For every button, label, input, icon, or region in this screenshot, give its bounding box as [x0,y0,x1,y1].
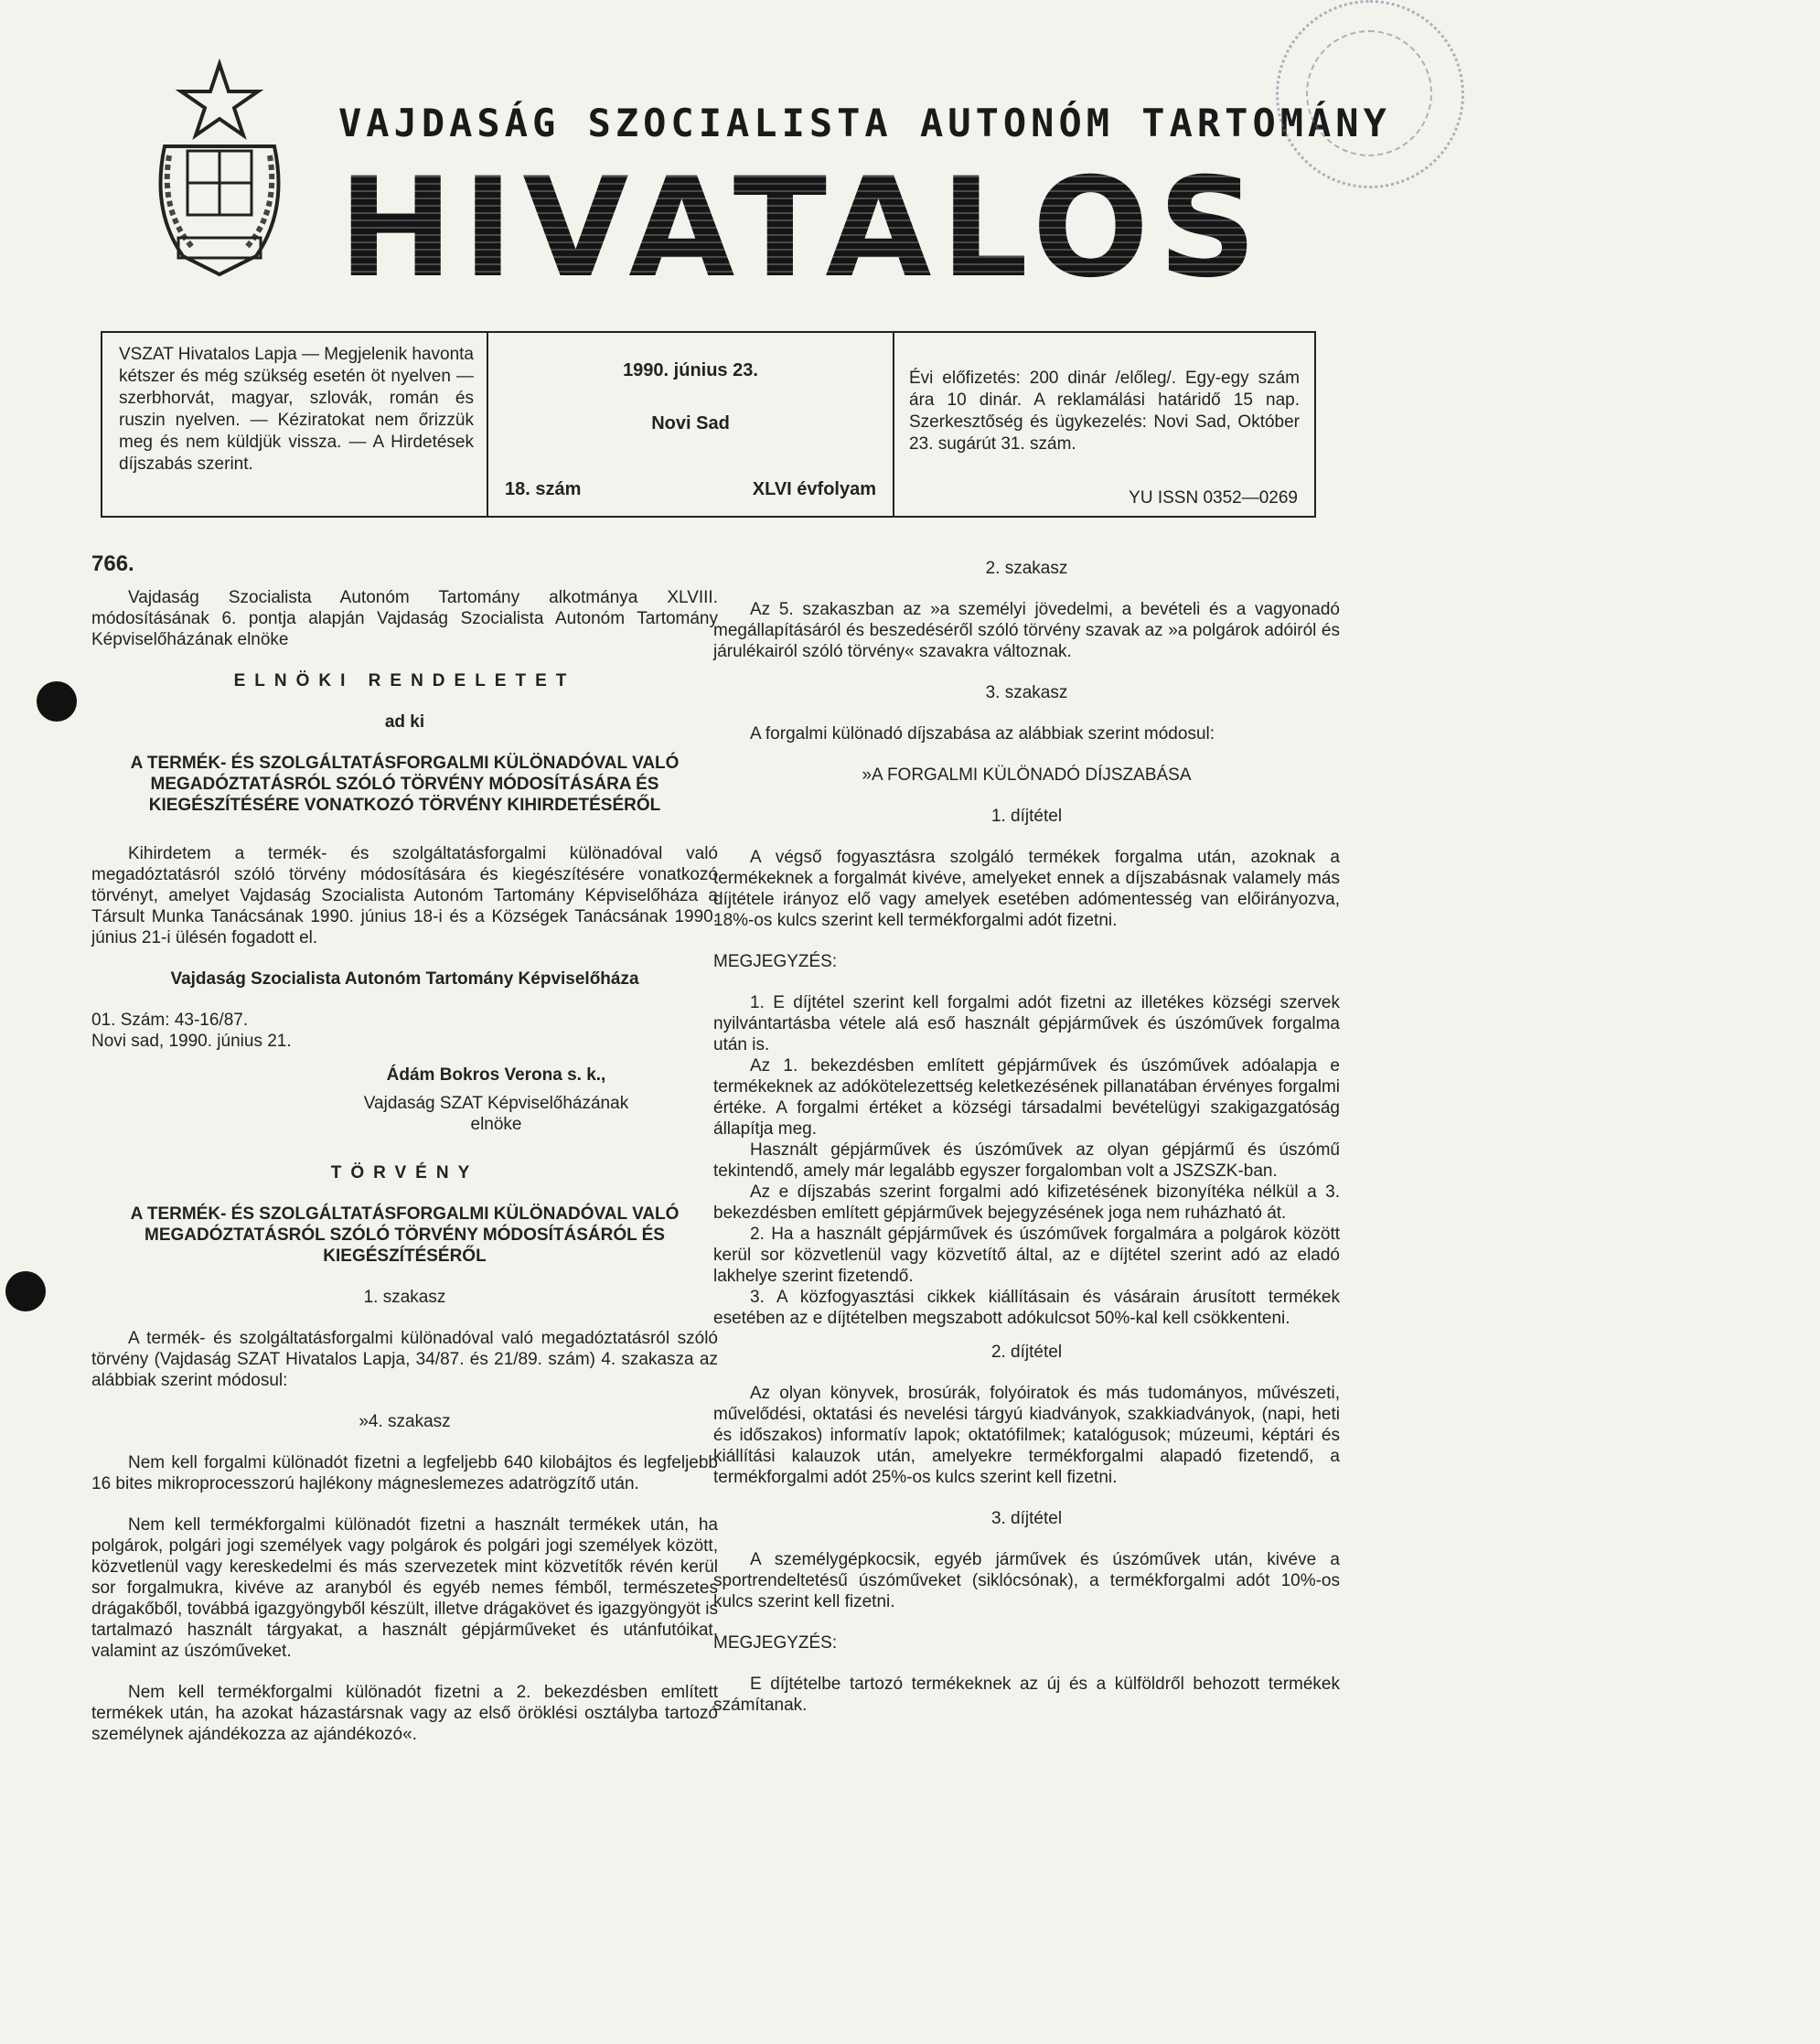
item-3-heading: 3. díjtétel [990,1509,1063,1528]
item-1-text: A végső fogyasztásra szolgáló termékek forgalma után, azoknak a termékeknek a forgalmát kivéve, amelyeket ennek a díjszabásnak valamely más díjtétele irányoz elő vagy amelyek esetében adómentesség van előirányozva, 18%-os kulcs szerint kell termékforgalmi adót fizetni. [713,848,1340,930]
tariff-title: »A FORGALMI KÜLÖNADÓ DÍJSZABÁSA [862,765,1192,785]
subscription-info [894,333,1314,516]
item-2-text: Az olyan könyvek, brosúrák, folyóiratok és más tudományos, művészeti, művelődési, oktatási és nevelési tárgyú kiadványok, szakkiadványok, (napi, heti és időszakos) informatív lapok; oktatófilmek; katalógusok; múzeumi, képtári és kiállítási kalauzok után, amelyekre termékforgalmi alapadó fizetendő, a termékforgalmi adót 25%-os kulcs szerint kell fizetni. [713,1384,1340,1487]
signer-role: Vajdaság SZAT Képviselőházának [363,1094,629,1113]
section-2-text: Az 5. szakaszban az »a személyi jövedelmi, a bevételi és a vagyonadó megállapításáról és beszedéséről szóló törvény szavak az »a polgárok adóiról és járulékairól szóló törvény« szavakra változnak. [713,600,1340,661]
decree-heading: ELNÖKI RENDELETET [233,671,576,690]
masthead-subtitle: VAJDASÁG SZOCIALISTA AUTONÓM TARTOMÁNY [338,101,1391,145]
official-stamp-icon [1276,0,1464,188]
note-3: 3. A közfogyasztási cikkek kiállításain és vásárain árusított termékek esetében az e díjtételben megszabott adókulcsot 50%-kal kell csökkenteni. [713,1288,1340,1328]
signer-role-2: elnöke [470,1115,522,1134]
paragraph-1: Nem kell forgalmi különadót fizetni a legfeljebb 640 kilobájtos és legfeljebb 16 bites mikroprocesszorú hajlékony mágneslemezes adatrögzítő után. [91,1453,718,1493]
issn: YU ISSN 0352—0269 [1129,488,1298,508]
item-3-text: A személygépkocsik, egyéb járművek és úszóművek után, kivéve a sportrendeltetésű úszóműveket (siklócsónak), a termékforgalmi adót 10%-os kulcs szerint kell fizetni. [713,1550,1340,1611]
masthead-title: HIVATALOS LAPJA [338,149,1820,308]
intro-paragraph: Vajdaság Szocialista Autonóm Tartomány alkotmánya XLVIII. módosításának 6. pontja alapján Vajdaság Szocialista Autonóm Tartomány Képviselőházának elnöke [91,588,718,649]
note-2-text: E díjtételbe tartozó termékeknek az új és a külföldről behozott termékek számítanak. [713,1675,1340,1715]
info-box [101,331,1316,518]
law-heading: TÖRVÉNY [330,1163,479,1183]
decree-number: 766. [91,551,134,576]
section-2-heading: 2. szakasz [985,559,1068,578]
punch-hole-icon [5,1271,46,1311]
issue-info [488,333,894,516]
note-2: 2. Ha a használt gépjárművek és úszóművek forgalmára a polgárok között kerül sor közvetlenül vagy közvetítő által, az e díjtétel szerint adó az eladó lakhelye szerint fizetendő. [713,1225,1340,1286]
publication-info-text: VSZAT Hivatalos Lapja — Megjelenik havonta kétszer és még szükség esetén öt nyelven — szerbhorvát, magyar, szlovák, román és ruszin nyelven. — Kéziratokat nem őrizzük meg és nem küldjük vissza. — A Hirdetések díjszabás szerint. [119,345,474,474]
assembly-name: Vajdaság Szocialista Autonóm Tartomány Képviselőháza [170,969,639,989]
issue-volume: XLVI évfolyam [752,479,876,499]
subscription-text: Évi előfizetés: 200 dinár /előleg/. Egy-egy szám ára 10 dinár. A reklamálási határidő 15 nap. Szerkesztőség és ügykezelés: Novi Sad, Október 23. sugárút 31. szám. [909,369,1300,454]
note-1: 1. E díjtétel szerint kell forgalmi adót fizetni az illetékes községi szervek nyilvántartásba vétele alá eső használt gépjárművek és úszóművek forgalma után is. [713,993,1340,1054]
left-column [91,553,718,1745]
issue-date: 1990. június 23. [623,360,758,380]
section-3-text: A forgalmi különadó díjszabása az alábbiak szerint módosul: [750,724,1215,744]
decree-title: A TERMÉK- ÉS SZOLGÁLTATÁSFORGALMI KÜLÖNADÓVAL VALÓ MEGADÓZTATÁSRÓL SZÓLÓ TÖRVÉNY MÓDOSÍTÁSÁRA ÉS KIEGÉSZÍTÉSÉRE VONATKOZÓ TÖRVÉNY KIHIRDETÉSÉRŐL [130,754,680,815]
reference-number: 01. Szám: 43-16/87. [91,1011,249,1030]
issue-number: 18. szám [505,479,582,499]
note-2-heading: MEGJEGYZÉS: [713,1633,838,1653]
paragraph-3: Nem kell termékforgalmi különadót fizetni a 2. bekezdésben említett termékek után, ha azokat házastársnak vagy az első öröklési osztályba tartozó személynek ajándékozza az ajándékozó«. [91,1683,718,1744]
section-4-heading: »4. szakasz [359,1412,451,1431]
ad-ki: ad ki [384,712,425,732]
issue-city: Novi Sad [651,413,730,433]
publication-info [102,333,488,516]
item-2-heading: 2. díjtétel [990,1343,1063,1362]
item-1-heading: 1. díjtétel [990,807,1063,826]
note-1d: Az e díjszabás szerint forgalmi adó kifizetésének bizonyítéka nélkül a 3. bekezdésben említett gépjárművek bejegyzésének joga nem ruházható át. [713,1183,1340,1223]
note-1c: Használt gépjárművek és úszóművek az olyan gépjármű és úszómű tekintendő, amely már legalább egyszer forgalomban volt a JSZSZK-ban. [713,1140,1340,1181]
paragraph-2: Nem kell termékforgalmi különadót fizetni a használt termékek után, ha polgárok, polgári jogi személyek vagy polgárok és polgári jogi személyek között, közvetlenül vagy kereskedelmi és más szervezetek mint közvetítők révén kerül sor forgalmukra, kivéve az aranyból és egyéb nemes fémből, természetes drágakőből, továbbá igazgyöngyből készült, illetve drágakövet és igazgyöngyöt is tartalmazó használt tárgyakat, a használt gépjárműveket és utánfutóikat, valamint az úszóműveket. [91,1515,718,1661]
punch-hole-icon [37,681,77,722]
coat-of-arms-emblem [137,55,302,284]
promulgation-paragraph: Kihirdetem a termék- és szolgáltatásforgalmi különadóval való megadóztatásról szóló törvény módosítására és kiegészítésére vonatkozó törvényt, amelyet Vajdaság Szocialista Autonóm Tartomány Képviselőháza a Társult Munka Tanácsának 1990. június 18-i és a Községek Tanácsának 1990. június 21-i ülésén fogadott el. [91,844,718,947]
reference-date: Novi sad, 1990. június 21. [91,1032,292,1051]
section-1-heading: 1. szakasz [363,1288,446,1307]
note-1b: Az 1. bekezdésben említett gépjárművek és úszóművek adóalapja e termékeknek az adókötelezettség keletkezésének pillanatában érvényes forgalmi értéke. A forgalmi értéket a községi társadalmi bevételügyi szakigazgatóság állapítja meg. [713,1056,1340,1139]
section-3-heading: 3. szakasz [985,683,1068,702]
right-column [713,553,1340,1716]
law-title: A TERMÉK- ÉS SZOLGÁLTATÁSFORGALMI KÜLÖNADÓVAL VALÓ MEGADÓZTATÁSRÓL SZÓLÓ TÖRVÉNY MÓDOSÍTÁSÁRÓL ÉS KIEGÉSZÍTÉSÉRŐL [130,1204,680,1266]
section-1-text: A termék- és szolgáltatásforgalmi különadóval való megadóztatásról szóló törvény (Vajdaság SZAT Hivatalos Lapja, 34/87. és 21/89. szám) 4. szakasza az alábbiak szerint módosul: [91,1329,718,1390]
signer-name: Ádám Bokros Verona s. k., [386,1065,606,1085]
note-heading: MEGJEGYZÉS: [713,952,838,971]
